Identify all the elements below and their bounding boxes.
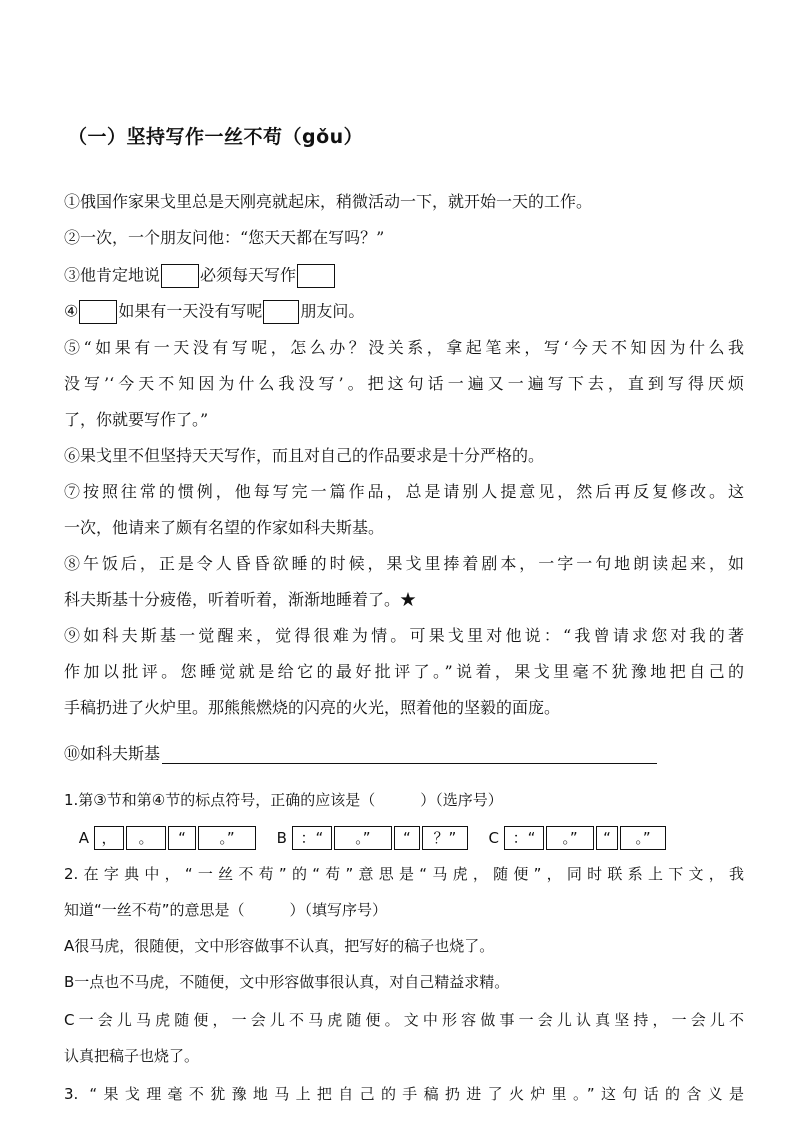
paragraph-10 <box>64 744 744 764</box>
paragraph-8-line-1: ⑧午饭后，正是令人昏昏欲睡的时候，果戈里捧着剧本，一字一句地朗读起来，如 <box>64 554 744 573</box>
paragraph-6: ⑥果戈里不但坚持天天写作，而且对自己的作品要求是十分严格的。 <box>64 446 545 465</box>
punctuation-blank-box[interactable] <box>161 264 199 288</box>
paragraph-4-text-a: ④ <box>64 301 79 321</box>
option-b-label: B <box>276 828 287 847</box>
punctuation-blank-box[interactable] <box>79 300 117 324</box>
punctuation-blank-box[interactable] <box>297 264 335 288</box>
option-a-label: A <box>78 828 90 847</box>
paragraph-5-line-2: 没写’‘今天不知因为什么我没写’。把这句话一遍又一遍写下去，直到写得厌烦 <box>64 374 744 393</box>
option-a-box-1: ， <box>94 826 124 850</box>
question-2-line-2: 知道“一丝不苟”的意思是（ ）（填写序号） <box>64 901 388 919</box>
passage-title: （一）坚持写作一丝不苟（gǒu） <box>68 126 364 148</box>
option-c-box-4: 。” <box>620 826 666 850</box>
option-c-box-3: “ <box>596 826 618 850</box>
question-2-line-1: 2.在字典中，“一丝不苟”的“苟”意思是“马虎，随便”，同时联系上下文，我 <box>64 865 744 883</box>
paragraph-5-line-3: 了，你就要写作了。” <box>64 410 209 429</box>
paragraph-2: ②一次，一个朋友问他：“您天天都在写吗？” <box>64 228 385 247</box>
paragraph-8-line-2: 科夫斯基十分疲倦，听着听着，渐渐地睡着了。★ <box>64 590 417 609</box>
paragraph-3-text-a: ③他肯定地说 <box>64 265 161 285</box>
option-c-box-1: ：“ <box>504 826 544 850</box>
paragraph-7-line-1: ⑦按照往常的惯例，他每写完一篇作品，总是请别人提意见，然后再反复修改。这 <box>64 482 744 501</box>
question-2-option-c-line-2: 认真把稿子也烧了。 <box>64 1047 200 1065</box>
answer-underline-blank[interactable] <box>162 745 657 764</box>
paragraph-4-text-b: 如果有一天没有写呢 <box>118 301 263 321</box>
paragraph-5-line-1: ⑤“如果有一天没有写呢，怎么办？没关系，拿起笔来，写‘今天不知因为什么我 <box>64 338 744 357</box>
paragraph-1: ①俄国作家果戈里总是天刚亮就起床，稍微活动一下，就开始一天的工作。 <box>64 192 593 211</box>
paragraph-4-text-c: 朋友问。 <box>300 301 365 321</box>
question-2-option-c-line-1: C一会儿马虎随便，一会儿不马虎随便。文中形容做事一会儿认真坚持，一会儿不 <box>64 1011 744 1029</box>
option-b-box-4: ？” <box>422 826 468 850</box>
paragraph-9-line-1: ⑨如科夫斯基一觉醒来，觉得很难为情。可果戈里对他说：“我曾请求您对我的著 <box>64 626 744 645</box>
option-a-box-2: 。 <box>126 826 166 850</box>
paragraph-4 <box>64 300 744 324</box>
punctuation-blank-box[interactable] <box>263 300 299 324</box>
paragraph-3 <box>64 264 744 288</box>
paragraph-7-line-2: 一次，他请来了颇有名望的作家如科夫斯基。 <box>64 518 385 537</box>
option-a-box-3: “ <box>168 826 196 850</box>
question-2-option-a: A很马虎，很随便，文中形容做事不认真，把写好的稿子也烧了。 <box>64 937 495 955</box>
option-c-label: C <box>488 828 499 847</box>
option-b-box-3: “ <box>394 826 420 850</box>
paragraph-10-text: ⑩如科夫斯基 <box>64 744 161 763</box>
option-b-box-2: 。” <box>334 826 392 850</box>
paragraph-3-text-b: 必须每天写作 <box>200 265 297 285</box>
question-1: 1.第③节和第④节的标点符号，正确的应该是（ ）（选序号） <box>64 791 503 809</box>
question-1-options <box>64 826 744 850</box>
option-a-box-4: 。” <box>198 826 256 850</box>
option-c-box-2: 。” <box>546 826 594 850</box>
option-b-box-1: ：“ <box>292 826 332 850</box>
paragraph-9-line-2: 作加以批评。您睡觉就是给它的最好批评了。”说着，果戈里毫不犹豫地把自己的 <box>64 662 744 681</box>
question-2-option-b: B一点也不马虎，不随便，文中形容做事很认真，对自己精益求精。 <box>64 973 510 991</box>
paragraph-9-line-3: 手稿扔进了火炉里。那熊熊燃烧的闪亮的火光，照着他的坚毅的面庞。 <box>64 698 561 717</box>
question-3: 3. “果戈理毫不犹豫地马上把自己的手稿扔进了火炉里。”这句话的含义是 <box>64 1085 744 1103</box>
